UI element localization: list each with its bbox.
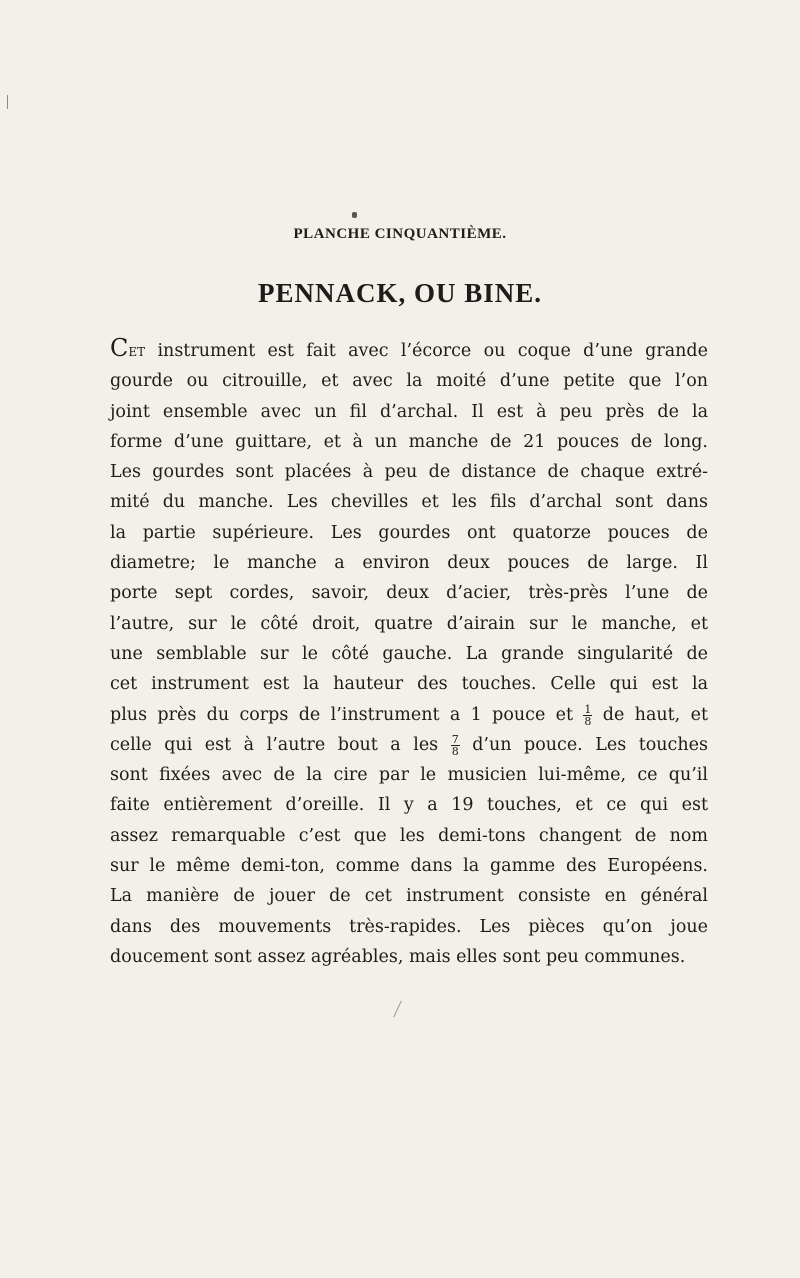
fraction-denominator: 8	[451, 744, 459, 758]
small-caps-word: et	[128, 341, 146, 361]
text-line: cet instrument est la hauteur des touches. Celle qui est la	[110, 674, 708, 695]
text-line: la partie supérieure. Les gourdes ont quatorze pouces de	[110, 522, 708, 543]
plate-heading: PLANCHE CINQUANTIÈME.	[293, 226, 507, 242]
line-text: plus près du corps de l’instrument a 1 pouce et	[110, 704, 574, 725]
ink-spot	[352, 212, 357, 218]
text-line	[110, 730, 708, 760]
fraction-numerator: 7	[451, 732, 459, 746]
text-line: mité du manche. Les chevilles et les fils d’archal sont dans	[110, 492, 708, 513]
text-line: assez remarquable c’est que les demi-tons changent de nom	[110, 825, 708, 846]
text-line: La manière de jouer de cet instrument consiste en général	[110, 886, 708, 907]
text-line: forme d’une guittare, et à un manche de 21 pouces de long.	[110, 431, 708, 452]
body-text	[110, 336, 708, 972]
line-text: instrument est fait avec l’écorce ou coque d’une grande	[145, 341, 708, 361]
drop-cap: C	[110, 334, 129, 362]
text-line: dans des mouvements très-rapides. Les pièces qu’on joue	[110, 916, 708, 937]
text-line: Les gourdes sont placées à peu de distance de chaque extré-	[110, 462, 708, 483]
text-line: joint ensemble avec un fil d’archal. Il est à peu près de la	[110, 401, 708, 422]
page-title: PENNACK, OU BINE.	[257, 278, 543, 308]
text-line	[110, 336, 708, 366]
text-line: porte sept cordes, savoir, deux d’acier, très-près l’une de	[110, 583, 708, 604]
line-text: d’un pouce. Les touches	[472, 734, 708, 755]
text-line: doucement sont assez agréables, mais elles sont peu communes.	[110, 946, 686, 967]
line-text: celle qui est à l’autre bout a les	[110, 734, 439, 755]
text-line: une semblable sur le côté gauche. La grande singularité de	[110, 643, 708, 664]
text-line: l’autre, sur le côté droit, quatre d’airain sur le manche, et	[110, 613, 708, 634]
fraction-denominator: 8	[584, 714, 592, 728]
pencil-mark	[393, 1001, 402, 1018]
fraction-one-eighth	[583, 704, 592, 727]
text-line: sur le même demi-ton, comme dans la gamme des Européens.	[110, 856, 708, 877]
fraction-numerator: 1	[584, 702, 592, 716]
text-line: faite entièrement d’oreille. Il y a 19 touches, et ce qui est	[110, 795, 708, 816]
line-text: de haut, et	[602, 704, 708, 725]
margin-mark	[7, 95, 8, 109]
text-line: sont fixées avec de la cire par le musicien lui-même, ce qu’il	[110, 765, 708, 786]
text-line: gourde ou citrouille, et avec la moité d’une petite que l’on	[110, 371, 708, 392]
text-line	[110, 700, 708, 730]
fraction-seven-eighths	[451, 734, 460, 757]
text-line: diametre; le manche a environ deux pouces de large. Il	[110, 553, 708, 574]
